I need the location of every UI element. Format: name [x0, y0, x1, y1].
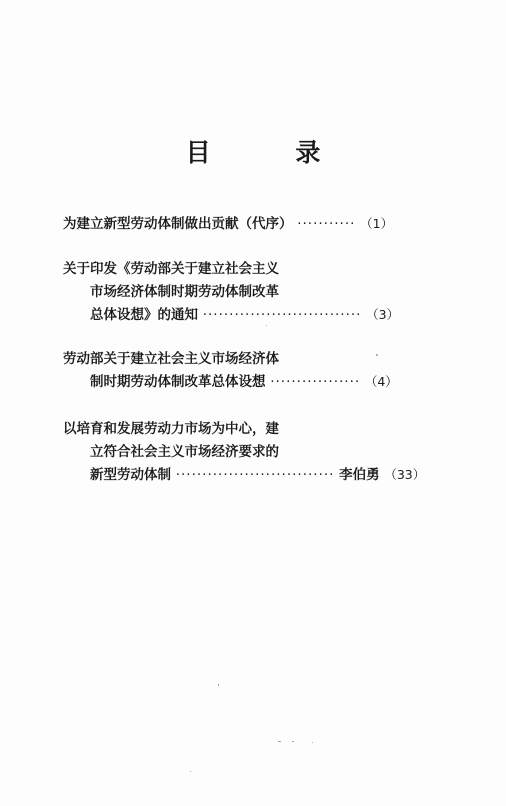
toc-entry-2-line-1[interactable]: [63, 258, 279, 280]
toc-entry-4-title-3: 新型劳动体制: [90, 467, 171, 483]
leader-dots: ·················: [270, 374, 361, 390]
toc-entry-2-line-3[interactable]: [90, 304, 399, 326]
toc-entry-4-page: （33）: [384, 467, 426, 482]
toc-entry-3-line-2[interactable]: [90, 371, 398, 393]
scan-speck: [312, 742, 313, 743]
toc-entry-2-title-3: 总体设想》的通知: [90, 307, 198, 323]
leader-dots: ···········: [297, 216, 356, 232]
toc-entry-3-title-2: 制时期劳动体制改革总体设想: [90, 374, 266, 390]
toc-entry-2-title-2: 市场经济体制时期劳动体制改革: [90, 284, 279, 300]
toc-entry-4-title-2: 立符合社会主义市场经济要求的: [90, 444, 279, 460]
scan-speck: [376, 354, 378, 356]
toc-entry-3-page: （4）: [364, 374, 398, 389]
toc-entry-4-line-3[interactable]: [90, 464, 425, 486]
toc-entry-2-page: （3）: [366, 307, 400, 322]
toc-entry-4-author: 李伯勇: [339, 467, 380, 483]
toc-entry-2-line-2[interactable]: [90, 281, 279, 303]
toc-entry-1-title: 为建立新型劳动体制做出贡献（代序）: [63, 216, 293, 232]
scan-speck: [278, 741, 281, 742]
toc-entry-4-title-1: 以培育和发展劳动力市场为中心，建: [63, 421, 279, 437]
scan-speck: [190, 771, 191, 772]
toc-entry-1-line-1[interactable]: [63, 213, 393, 235]
toc-entry-4-line-1[interactable]: [63, 418, 279, 440]
toc-entry-2-title-1: 关于印发《劳动部关于建立社会主义: [63, 261, 279, 277]
toc-entry-4-line-2[interactable]: [90, 441, 279, 463]
leader-dots: ······························: [175, 467, 335, 483]
toc-entry-3-title-1: 劳动部关于建立社会主义市场经济体: [63, 351, 279, 367]
scan-speck: [292, 741, 294, 742]
toc-title: 目 录: [185, 138, 359, 167]
scan-speck: [266, 325, 267, 326]
scan-speck: [218, 684, 219, 686]
leader-dots: ······························: [202, 307, 362, 323]
toc-entry-3-line-1[interactable]: [63, 348, 279, 370]
toc-entry-1-page: （1）: [360, 216, 394, 231]
